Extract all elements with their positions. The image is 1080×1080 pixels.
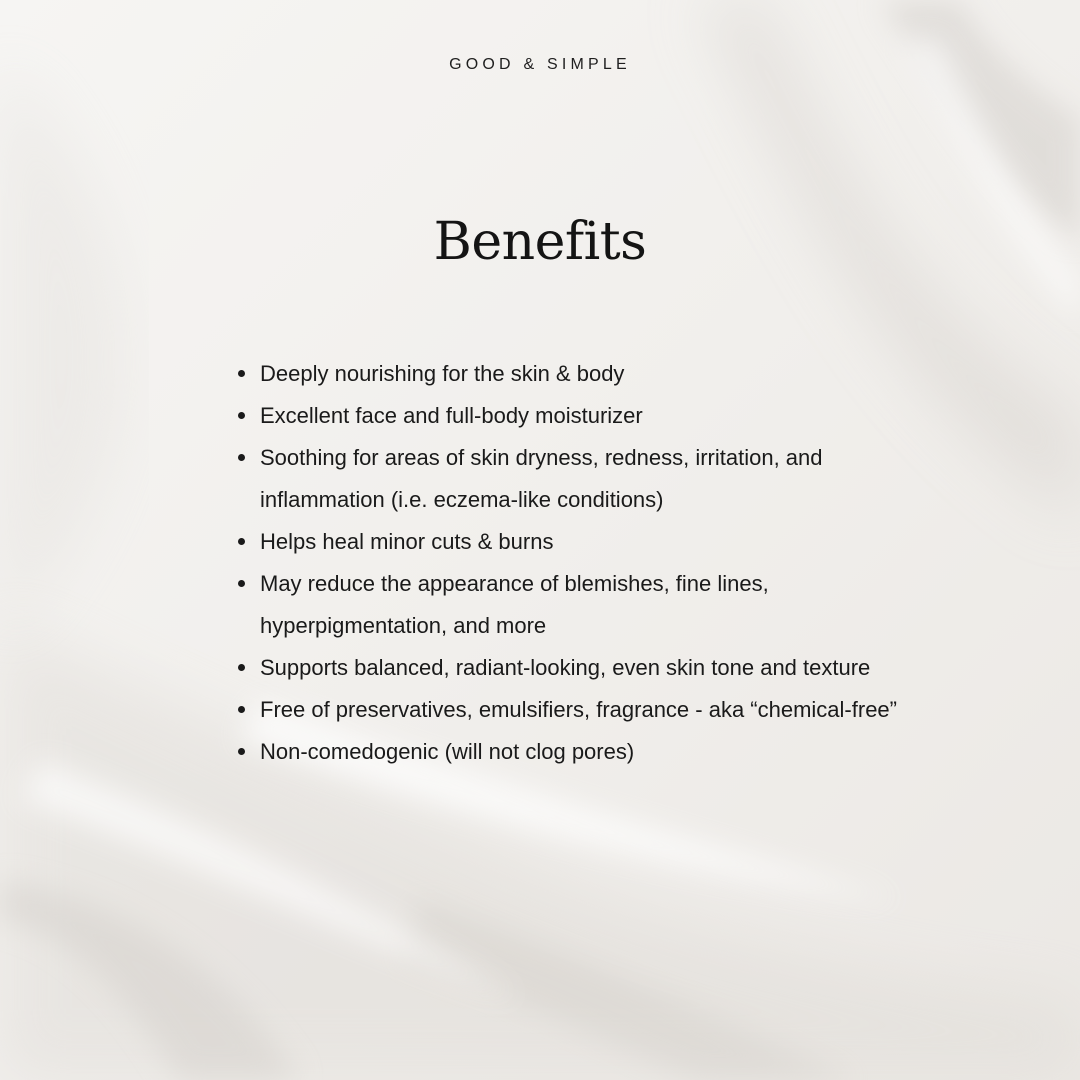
benefit-text: Free of preservatives, emulsifiers, fragrance - aka “chemical-free” bbox=[260, 697, 897, 722]
list-item bbox=[260, 731, 920, 773]
bullet-icon bbox=[238, 538, 245, 545]
bullet-icon bbox=[238, 370, 245, 377]
list-item bbox=[260, 521, 920, 563]
bullet-icon bbox=[238, 580, 245, 587]
page-title: Benefits bbox=[433, 212, 647, 272]
benefit-text: Excellent face and full-body moisturizer bbox=[260, 403, 643, 428]
bullet-icon bbox=[238, 412, 245, 419]
bullet-icon bbox=[238, 706, 245, 713]
list-item bbox=[260, 437, 920, 521]
benefit-text: Non-comedogenic (will not clog pores) bbox=[260, 739, 635, 764]
brand-name: GOOD & SIMPLE bbox=[449, 56, 631, 73]
benefit-text: May reduce the appearance of blemishes, fine lines, hyperpigmentation, and more bbox=[260, 571, 769, 638]
list-item bbox=[260, 689, 920, 731]
benefit-text: Soothing for areas of skin dryness, redness, irritation, and inflammation (i.e. eczema-like conditions) bbox=[260, 445, 823, 512]
bullet-icon bbox=[238, 748, 245, 755]
benefit-text: Supports balanced, radiant-looking, even skin tone and texture bbox=[260, 655, 871, 680]
bullet-icon bbox=[238, 664, 245, 671]
list-item bbox=[260, 647, 920, 689]
benefit-text: Helps heal minor cuts & burns bbox=[260, 529, 554, 554]
benefits-list bbox=[260, 353, 920, 773]
list-item bbox=[260, 353, 920, 395]
bullet-icon bbox=[238, 454, 245, 461]
list-item bbox=[260, 563, 920, 647]
benefit-text: Deeply nourishing for the skin & body bbox=[260, 361, 625, 386]
list-item bbox=[260, 395, 920, 437]
